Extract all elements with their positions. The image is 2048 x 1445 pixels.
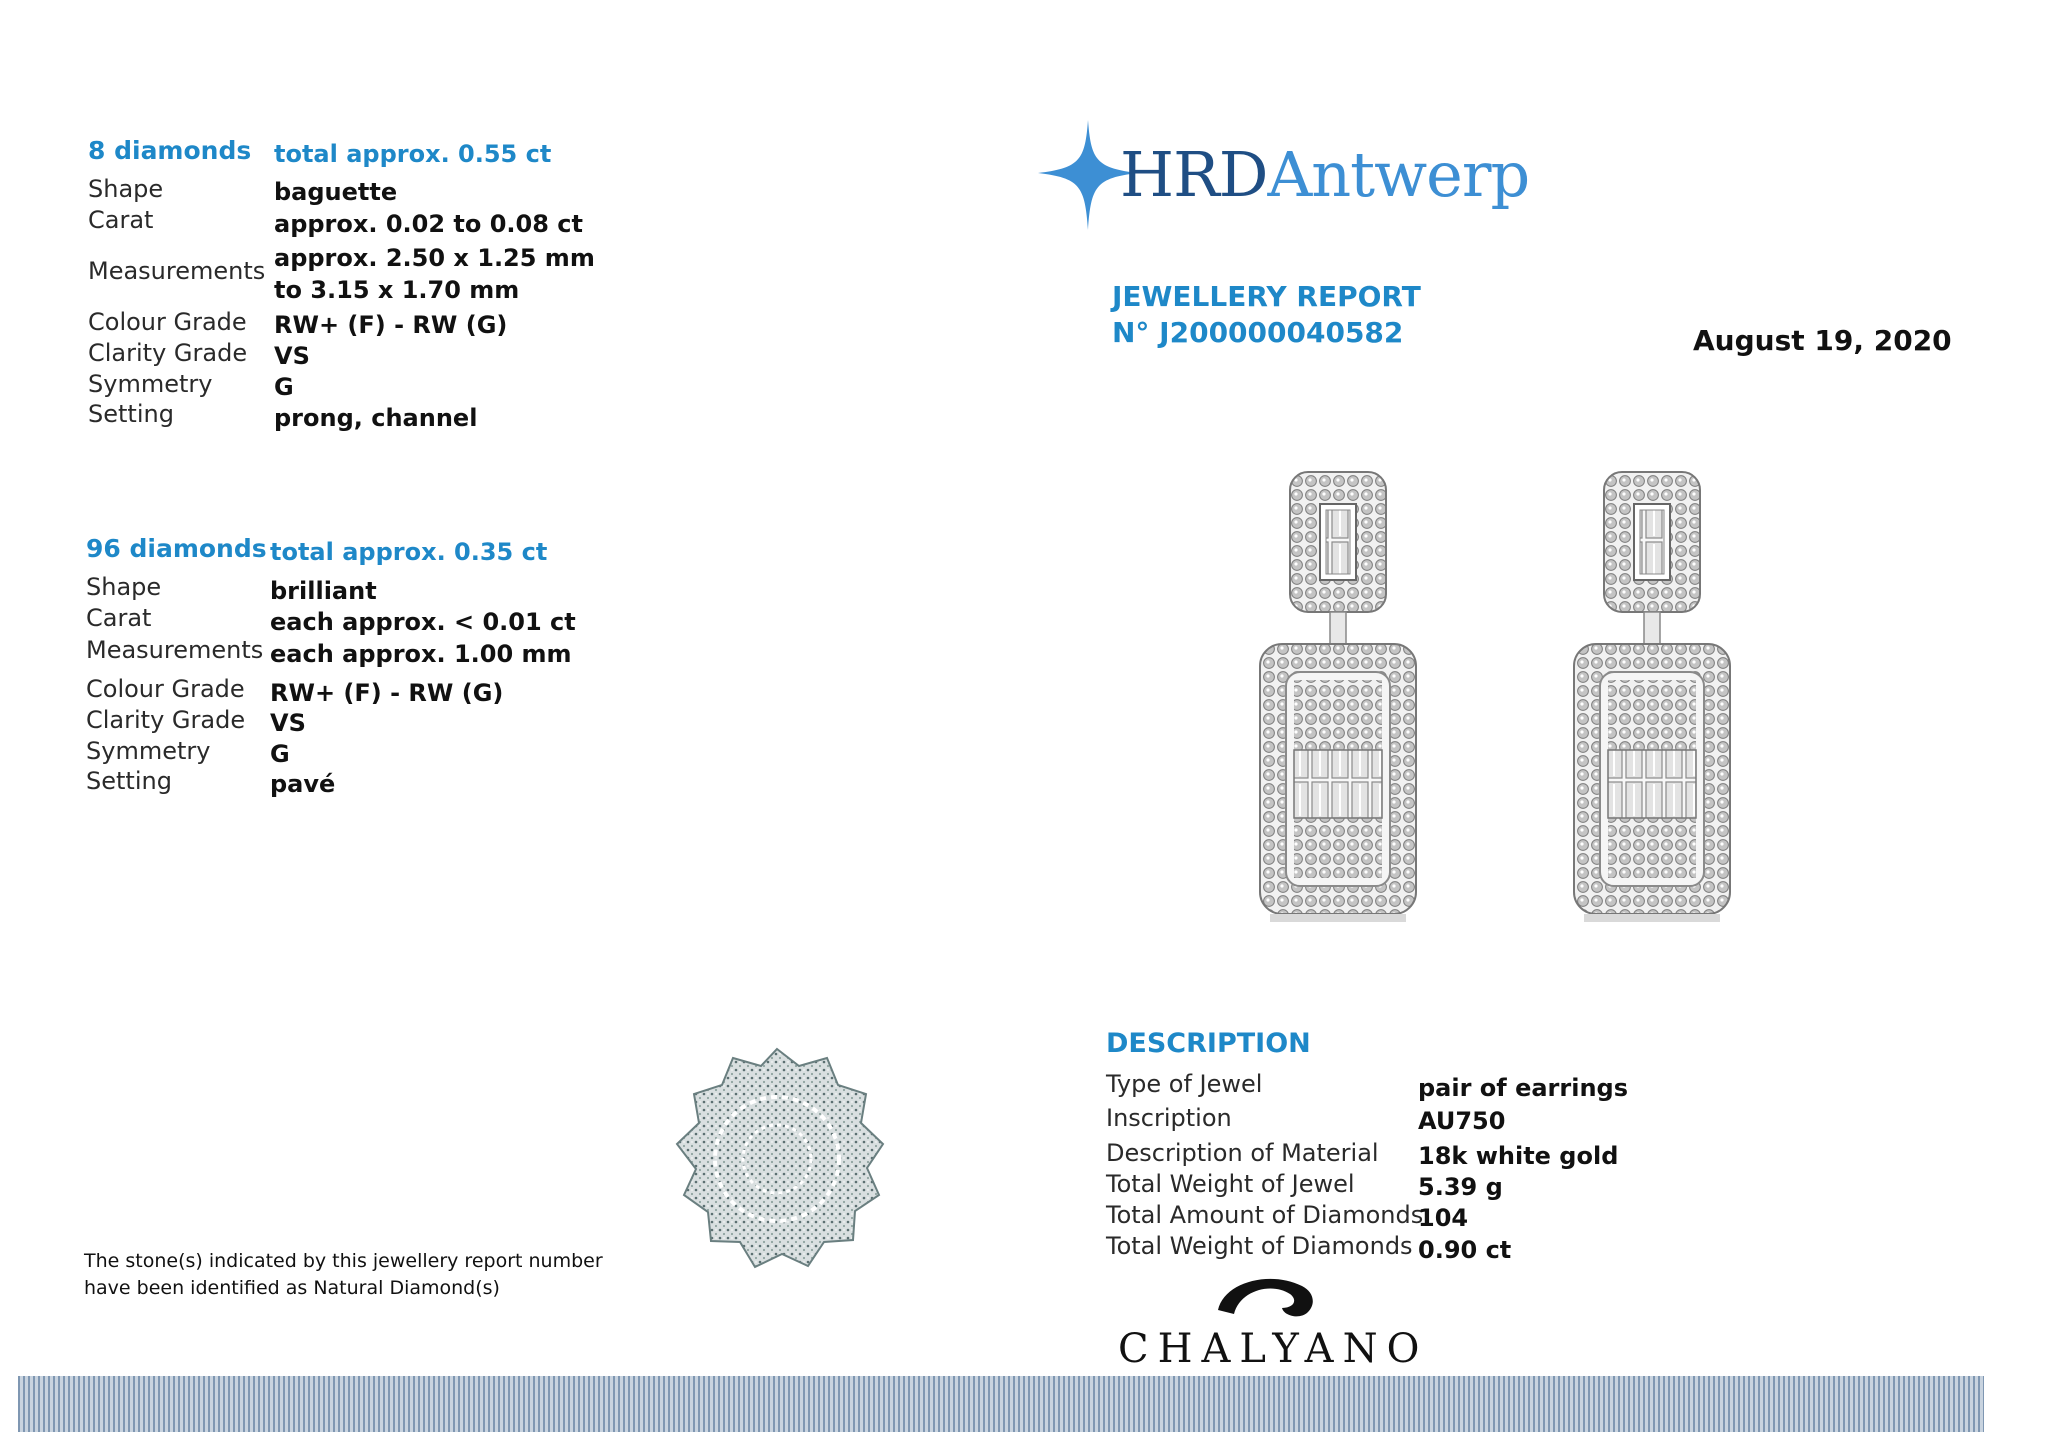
label-setting: Setting <box>88 400 174 428</box>
label-description-of-material: Description of Material <box>1106 1139 1379 1167</box>
value-measurements-line2: to 3.15 x 1.70 mm <box>274 276 520 304</box>
value-total-weight-of-jewel: 5.39 g <box>1418 1173 1503 1201</box>
label-total-weight-of-jewel: Total Weight of Jewel <box>1106 1170 1355 1198</box>
label-total-weight-of-diamonds: Total Weight of Diamonds <box>1106 1232 1413 1260</box>
value-carat: approx. 0.02 to 0.08 ct <box>274 210 583 238</box>
label-inscription: Inscription <box>1106 1104 1232 1132</box>
label-colour-grade: Colour Grade <box>86 675 245 703</box>
value-symmetry: G <box>270 740 290 768</box>
group-count: 96 diamonds <box>86 534 267 563</box>
label-symmetry: Symmetry <box>86 737 211 765</box>
note-line-2: have been identified as Natural Diamond(s) <box>84 1277 500 1299</box>
group-count: 8 diamonds <box>88 136 252 165</box>
report-title: JEWELLERY REPORT <box>1112 280 1421 313</box>
value-clarity-grade: VS <box>274 342 310 370</box>
label-carat: Carat <box>88 206 154 234</box>
label-total-amount-of-diamonds: Total Amount of Diamonds <box>1106 1201 1424 1229</box>
label-colour-grade: Colour Grade <box>88 308 247 336</box>
earrings-photo <box>1220 450 1780 950</box>
value-description-of-material: 18k white gold <box>1418 1142 1619 1170</box>
label-measurements: Measurements <box>88 257 266 285</box>
value-type-of-jewel: pair of earrings <box>1418 1074 1628 1102</box>
label-type-of-jewel: Type of Jewel <box>1106 1070 1263 1098</box>
label-setting: Setting <box>86 767 172 795</box>
group-total: total approx. 0.55 ct <box>274 140 552 168</box>
report-number: N° J200000040582 <box>1112 316 1404 349</box>
note-line-1: The stone(s) indicated by this jewellery report number <box>84 1250 603 1272</box>
hrd-antwerp-logo <box>1040 120 1530 230</box>
logo-hrd: HRD <box>1120 138 1268 211</box>
value-inscription: AU750 <box>1418 1107 1506 1135</box>
description-heading: DESCRIPTION <box>1106 1028 1311 1059</box>
value-carat: each approx. < 0.01 ct <box>270 608 576 636</box>
label-shape: Shape <box>86 573 162 601</box>
value-total-amount-of-diamonds: 104 <box>1418 1204 1469 1232</box>
value-shape: brilliant <box>270 577 377 605</box>
hologram-seal-icon <box>662 1044 892 1274</box>
natural-diamond-note <box>84 1248 603 1302</box>
security-stripe <box>18 1376 1984 1432</box>
logo-wordmark <box>1120 138 1529 211</box>
value-setting: prong, channel <box>274 404 478 432</box>
brand-name: CHALYANO <box>1118 1326 1429 1372</box>
label-clarity-grade: Clarity Grade <box>86 706 246 734</box>
value-total-weight-of-diamonds: 0.90 ct <box>1418 1236 1512 1264</box>
value-clarity-grade: VS <box>270 709 306 737</box>
value-shape: baguette <box>274 178 398 206</box>
value-symmetry: G <box>274 373 294 401</box>
value-colour-grade: RW+ (F) - RW (G) <box>274 311 508 339</box>
value-measurements: approx. 2.50 x 1.25 mm <box>274 244 595 272</box>
value-setting: pavé <box>270 770 336 798</box>
label-shape: Shape <box>88 175 164 203</box>
label-carat: Carat <box>86 604 152 632</box>
label-symmetry: Symmetry <box>88 370 213 398</box>
group-total: total approx. 0.35 ct <box>270 538 548 566</box>
label-measurements: Measurements <box>86 636 264 664</box>
value-colour-grade: RW+ (F) - RW (G) <box>270 679 504 707</box>
value-measurements: each approx. 1.00 mm <box>270 640 572 668</box>
chalyano-mark-icon <box>1210 1272 1320 1328</box>
report-date: August 19, 2020 <box>1693 324 1952 357</box>
logo-antwerp: Antwerp <box>1267 138 1530 211</box>
label-clarity-grade: Clarity Grade <box>88 339 248 367</box>
